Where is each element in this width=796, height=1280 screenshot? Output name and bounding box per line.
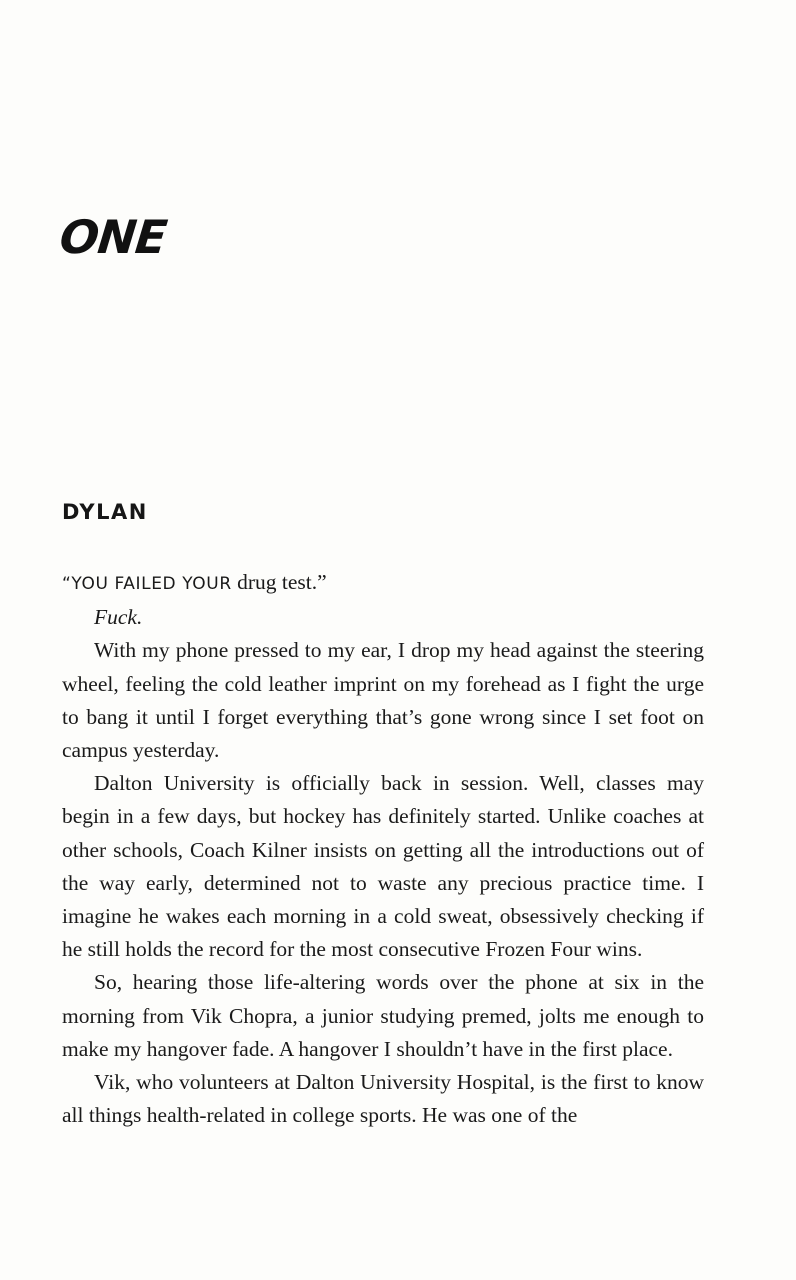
paragraph-text: Fuck. <box>94 605 143 630</box>
paragraph-opening <box>62 566 704 601</box>
opening-caps: “YOU FAILED YOUR <box>62 574 232 594</box>
chapter-body <box>62 566 704 1132</box>
paragraph: With my phone pressed to my ear, I drop my head against the steering wheel, feeling the cold leather imprint on my forehead as I fight the urge to bang it until I forget everything that’s gone wrong since I set foot on campus yesterday. <box>62 638 704 763</box>
opening-rest: drug test.” <box>231 570 327 594</box>
paragraph: Dalton University is officially back in session. Well, classes may begin in a few days, but hockey has definitely started. Unlike coaches at other schools, Coach Kilner insists on getting all the introductions out of the way early, determined not to waste any precious practice time. I imagine he wakes each morning in a cold sweat, obsessively checking if he still holds the record for the most consecutive Frozen Four wins. <box>62 771 704 962</box>
chapter-title: ONE <box>57 210 169 264</box>
paragraph: Vik, who volunteers at Dalton University Hospital, is the first to know all things health-related in college sports. He was one of the <box>62 1070 704 1128</box>
pov-character-heading: DYLAN <box>62 500 148 524</box>
paragraph: So, hearing those life-altering words over the phone at six in the morning from Vik Chopra, a junior studying premed, jolts me enough to make my hangover fade. A hangover I shouldn’t have in the first place. <box>62 970 704 1061</box>
paragraph <box>62 601 704 634</box>
